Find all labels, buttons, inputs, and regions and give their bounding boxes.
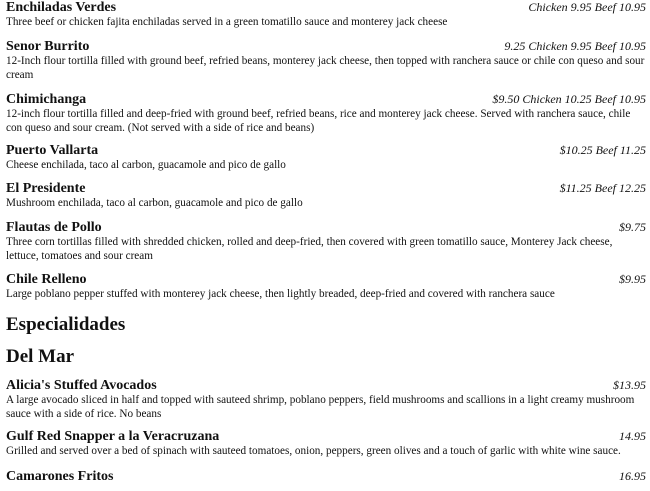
item-price: $9.75 xyxy=(619,220,646,234)
item-price: $11.25 Beef 12.25 xyxy=(559,181,646,195)
menu-item xyxy=(6,270,646,302)
item-description: Three corn tortillas filled with shredded chicken, rolled and deep-fried, then covered with green tomatillo sauce, Monterey Jack cheese, lettuce, tomatoes and sour cream xyxy=(6,236,613,262)
menu-item xyxy=(6,141,646,173)
item-name: Puerto Vallarta xyxy=(6,143,99,158)
menu-item xyxy=(6,467,646,485)
section-heading-del-mar: Del Mar xyxy=(6,346,75,367)
menu-item xyxy=(6,218,646,263)
item-price: $10.25 Beef 11.25 xyxy=(559,143,646,157)
item-description: Grilled and served over a bed of spinach with sauteed tomatoes, onion, peppers, green olives and a touch of garlic with white wine sauce. xyxy=(6,445,621,457)
menu-item xyxy=(6,376,646,421)
menu-item xyxy=(6,0,646,30)
menu-item xyxy=(6,37,646,82)
item-description: A large avocado sliced in half and topped with sauteed shrimp, poblano peppers, field mushrooms and scallions in a light creamy mushroom sauce with a side of rice. No beans xyxy=(6,394,635,420)
item-description: 12-Inch flour tortilla filled with ground beef, refried beans, monterey jack cheese, then topped with ranchera sauce or chile con queso and sour cream xyxy=(6,55,645,81)
item-price: Chicken 9.95 Beef 10.95 xyxy=(528,0,646,14)
item-price: 14.95 xyxy=(619,429,646,443)
item-price: $13.95 xyxy=(613,378,646,392)
item-price: $9.95 xyxy=(619,272,646,286)
item-name: Chimichanga xyxy=(6,92,87,107)
item-name: Flautas de Pollo xyxy=(6,220,102,235)
item-name: Chile Relleno xyxy=(6,272,87,287)
item-description: Three beef or chicken fajita enchiladas served in a green tomatillo sauce and monterey jack cheese xyxy=(6,16,448,28)
menu-item xyxy=(6,90,646,135)
menu-item xyxy=(6,179,646,211)
section-heading-especialidades: Especialidades xyxy=(6,314,126,335)
item-description: Cheese enchilada, taco al carbon, guacamole and pico de gallo xyxy=(6,159,286,171)
item-name: Enchiladas Verdes xyxy=(6,0,117,15)
item-description: Mushroom enchilada, taco al carbon, guacamole and pico de gallo xyxy=(6,197,303,209)
item-price: 9.25 Chicken 9.95 Beef 10.95 xyxy=(504,39,646,53)
item-name: Gulf Red Snapper a la Veracruzana xyxy=(6,429,220,444)
item-name: Camarones Fritos xyxy=(6,469,114,484)
item-price: $9.50 Chicken 10.25 Beef 10.95 xyxy=(492,92,646,106)
menu-item xyxy=(6,427,646,459)
item-description: 12-inch flour tortilla filled and deep-fried with ground beef, refried beans, rice and monterey jack cheese. Served with ranchera sauce, chile con queso and sour cream. (Not served with a side of rice and beans) xyxy=(6,108,631,134)
item-name: Senor Burrito xyxy=(6,39,90,54)
item-description: Large poblano pepper stuffed with monterey jack cheese, then lightly breaded, deep-fried and covered with ranchera sauce xyxy=(6,288,555,300)
item-name: El Presidente xyxy=(6,181,86,196)
item-name: Alicia's Stuffed Avocados xyxy=(6,378,157,393)
item-price: 16.95 xyxy=(619,469,646,483)
